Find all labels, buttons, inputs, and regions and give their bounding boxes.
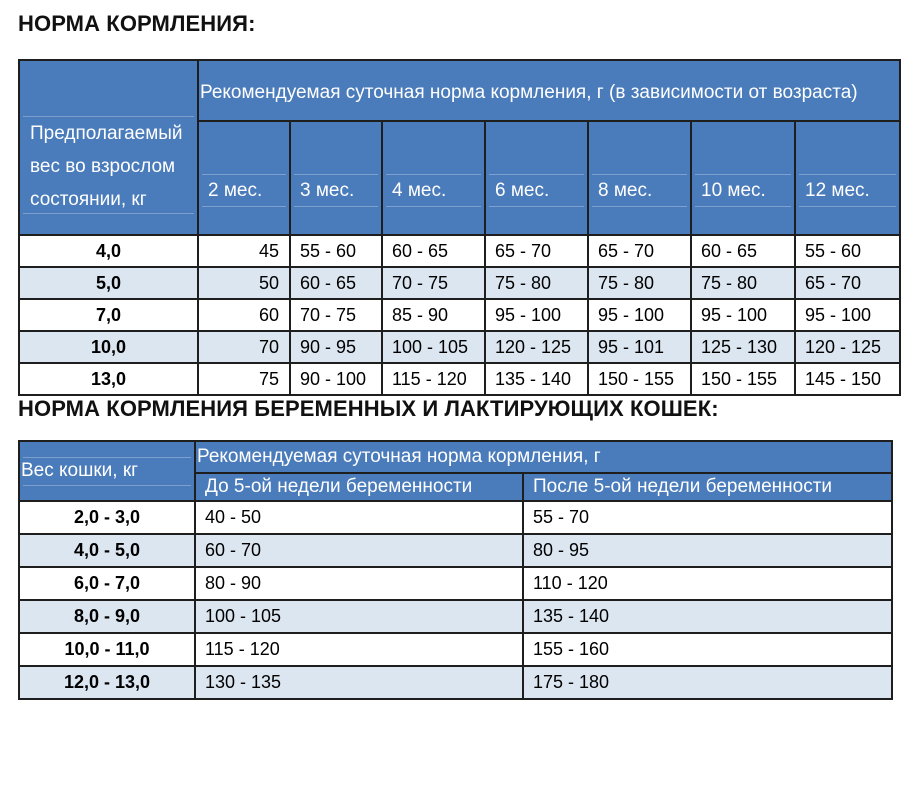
norm-value-cell: 155 - 160 (523, 633, 892, 666)
norm-value-cell: 175 - 180 (523, 666, 892, 699)
table-row (19, 666, 892, 699)
norm-value-cell: 120 - 125 (485, 331, 588, 363)
table-row (19, 331, 900, 363)
table-row (19, 501, 892, 534)
norm-value-cell: 55 - 70 (523, 501, 892, 534)
norm-value-cell: 65 - 70 (485, 235, 588, 267)
weight-cell: 4,0 (19, 235, 198, 267)
norm-value-cell: 60 - 65 (382, 235, 485, 267)
norm-value-cell: 80 - 95 (523, 534, 892, 567)
age-column-header: 2 мес. (198, 121, 290, 235)
norm-value-cell: 130 - 135 (195, 666, 523, 699)
norm-value-cell: 95 - 101 (588, 331, 691, 363)
norm-value-cell: 150 - 155 (588, 363, 691, 395)
norm-value-cell: 40 - 50 (195, 501, 523, 534)
norm-value-cell: 65 - 70 (795, 267, 900, 299)
norm-value-cell: 75 - 80 (588, 267, 691, 299)
norm-value-cell: 115 - 120 (195, 633, 523, 666)
weight-cell: 13,0 (19, 363, 198, 395)
norm-value-cell: 145 - 150 (795, 363, 900, 395)
norm-value-cell: 100 - 105 (195, 600, 523, 633)
table-row (19, 567, 892, 600)
section2-title: НОРМА КОРМЛЕНИЯ БЕРЕМЕННЫХ И ЛАКТИРУЮЩИХ КОШЕК: (18, 396, 719, 422)
table-row (19, 363, 900, 395)
table-header-row (19, 60, 900, 121)
age-column-header: 3 мес. (290, 121, 382, 235)
cat-weight-column-header: Вес кошки, кг (19, 441, 195, 501)
adult-weight-column-header: Предполагаемый вес во взрослом состоянии, кг (19, 60, 198, 235)
age-column-header: 12 мес. (795, 121, 900, 235)
norm-value-cell: 70 (198, 331, 290, 363)
norm-value-cell: 60 - 65 (691, 235, 795, 267)
norm-value-cell: 95 - 100 (691, 299, 795, 331)
weight-cell: 7,0 (19, 299, 198, 331)
weight-cell: 2,0 - 3,0 (19, 501, 195, 534)
age-column-header: 8 мес. (588, 121, 691, 235)
norm-value-cell: 110 - 120 (523, 567, 892, 600)
table-row (19, 267, 900, 299)
norm-value-cell: 75 - 80 (485, 267, 588, 299)
norm-value-cell: 65 - 70 (588, 235, 691, 267)
norm-value-cell: 85 - 90 (382, 299, 485, 331)
table-row (19, 299, 900, 331)
norm-value-cell: 95 - 100 (795, 299, 900, 331)
pregnancy-stage-header: До 5-ой недели беременности (195, 473, 523, 501)
table-row (19, 534, 892, 567)
weight-cell: 10,0 - 11,0 (19, 633, 195, 666)
weight-cell: 8,0 - 9,0 (19, 600, 195, 633)
section1-title: НОРМА КОРМЛЕНИЯ: (18, 11, 256, 36)
age-column-header: 10 мес. (691, 121, 795, 235)
norm-value-cell: 60 - 65 (290, 267, 382, 299)
norm-value-cell: 120 - 125 (795, 331, 900, 363)
norm-value-cell: 95 - 100 (588, 299, 691, 331)
weight-cell: 5,0 (19, 267, 198, 299)
norm-value-cell: 135 - 140 (523, 600, 892, 633)
kitten-feeding-table (18, 59, 901, 396)
norm-value-cell: 100 - 105 (382, 331, 485, 363)
daily-norm-span-header: Рекомендуемая суточная норма кормления, г (в зависимости от возраста) (198, 60, 900, 121)
table-row (19, 633, 892, 666)
norm-value-cell: 150 - 155 (691, 363, 795, 395)
norm-value-cell: 75 - 80 (691, 267, 795, 299)
norm-value-cell: 70 - 75 (290, 299, 382, 331)
norm-value-cell: 60 (198, 299, 290, 331)
pregnant-cat-feeding-table (18, 440, 893, 700)
age-column-header: 6 мес. (485, 121, 588, 235)
norm-value-cell: 55 - 60 (290, 235, 382, 267)
pregnancy-stage-header: После 5-ой недели беременности (523, 473, 892, 501)
weight-cell: 12,0 - 13,0 (19, 666, 195, 699)
norm-value-cell: 75 (198, 363, 290, 395)
norm-value-cell: 135 - 140 (485, 363, 588, 395)
norm-value-cell: 70 - 75 (382, 267, 485, 299)
norm-value-cell: 45 (198, 235, 290, 267)
norm-value-cell: 55 - 60 (795, 235, 900, 267)
table-header-row (19, 441, 892, 473)
norm-value-cell: 125 - 130 (691, 331, 795, 363)
daily-norm-span-header: Рекомендуемая суточная норма кормления, г (195, 441, 892, 473)
norm-value-cell: 80 - 90 (195, 567, 523, 600)
weight-cell: 10,0 (19, 331, 198, 363)
norm-value-cell: 60 - 70 (195, 534, 523, 567)
norm-value-cell: 50 (198, 267, 290, 299)
norm-value-cell: 95 - 100 (485, 299, 588, 331)
table-row (19, 600, 892, 633)
age-column-header: 4 мес. (382, 121, 485, 235)
norm-value-cell: 90 - 100 (290, 363, 382, 395)
norm-value-cell: 90 - 95 (290, 331, 382, 363)
table-row (19, 235, 900, 267)
norm-value-cell: 115 - 120 (382, 363, 485, 395)
weight-cell: 6,0 - 7,0 (19, 567, 195, 600)
weight-cell: 4,0 - 5,0 (19, 534, 195, 567)
